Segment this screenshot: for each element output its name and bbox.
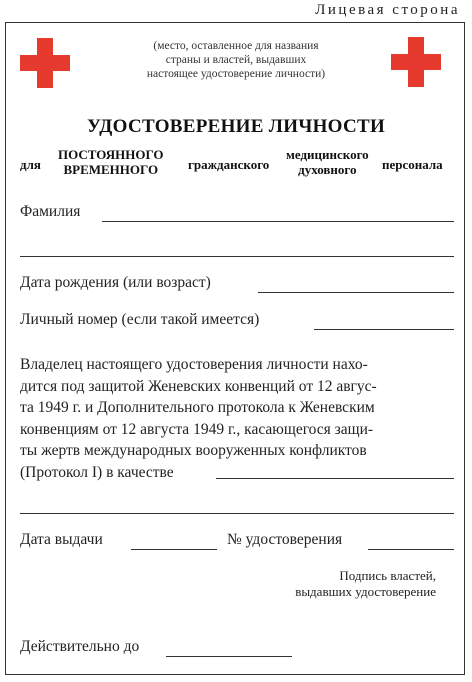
issue-date-line[interactable] [131, 549, 217, 550]
certificate-number-line[interactable] [368, 549, 454, 550]
authority-signature-caption [236, 568, 436, 600]
red-cross-icon [20, 38, 70, 88]
signature-line: выдавших удостоверение [295, 584, 436, 599]
statement-line: Владелец настоящего удостоверения личности нахо- [20, 356, 368, 373]
statement-line: дится под защитой Женевских конвенций от 12 авгус- [20, 377, 377, 395]
note-line: (место, оставленное для названия [153, 40, 319, 52]
valid-until-line[interactable] [166, 656, 292, 657]
statement-line: та 1949 г. и Дополнительного протокола к Женевским [20, 399, 375, 416]
note-line: страны и властей, выдавших [165, 54, 307, 66]
valid-until-label: Действительно до [20, 638, 140, 655]
red-cross-icon [391, 37, 441, 87]
category-civil: гражданского [188, 157, 270, 172]
certificate-number-label: № удостоверения [227, 531, 343, 548]
issue-date-label: Дата выдачи [20, 531, 103, 548]
surname-line-continued[interactable] [20, 256, 454, 257]
country-authority-note [101, 39, 371, 81]
category-staff: персонала [382, 157, 443, 172]
note-line: настоящее удостоверение личности) [146, 68, 326, 80]
category-permanent-temporary [58, 147, 164, 177]
category-medical: медицинского [286, 147, 369, 162]
birth-date-line[interactable] [258, 292, 454, 293]
capacity-line[interactable] [216, 478, 454, 479]
birth-date-label: Дата рождения (или возраст) [20, 274, 211, 291]
category-religious: духовного [298, 162, 357, 177]
identity-card [5, 22, 465, 675]
personal-number-label: Личный номер (если такой имеется) [20, 311, 260, 328]
surname-line[interactable] [102, 221, 454, 222]
category-permanent: ПОСТОЯННОГО [58, 147, 164, 162]
category-for: для [20, 157, 41, 172]
protection-statement [20, 354, 456, 483]
category-medical-religious [286, 147, 369, 177]
personal-number-line[interactable] [314, 329, 454, 330]
capacity-line-continued[interactable] [20, 513, 454, 514]
surname-label: Фамилия [20, 203, 81, 220]
signature-line: Подпись властей, [339, 568, 436, 583]
statement-line: конвенциям от 12 августа 1949 г., касающегося защи- [20, 420, 374, 438]
statement-line: (Протокол I) в качестве [20, 463, 174, 481]
card-title: УДОСТОВЕРЕНИЕ ЛИЧНОСТИ [86, 116, 386, 137]
statement-line: ты жертв международных вооруженных конфликтов [20, 442, 367, 459]
side-caption: Лицевая сторона [315, 2, 460, 18]
category-temporary: ВРЕМЕННОГО [63, 162, 159, 177]
